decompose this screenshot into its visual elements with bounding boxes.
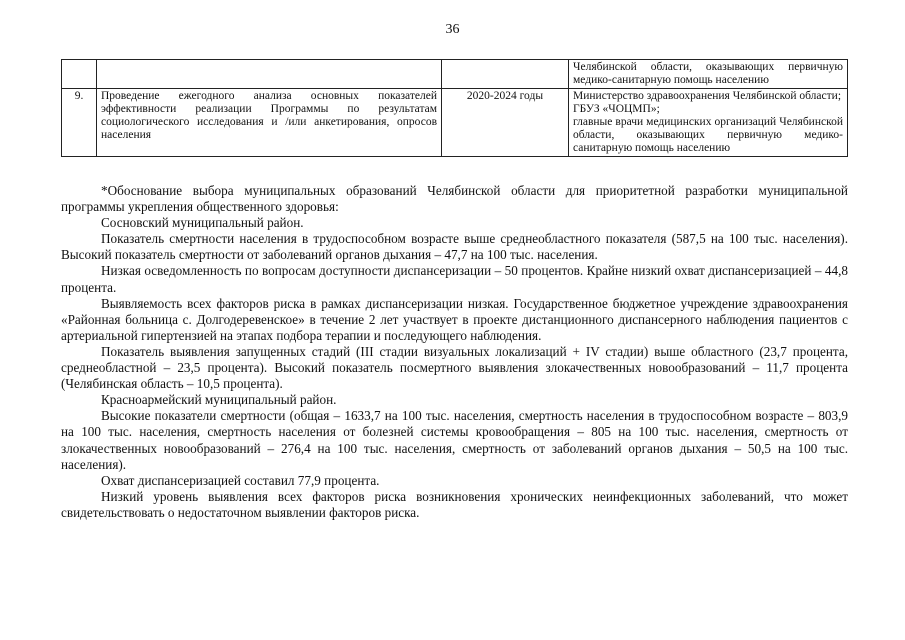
term-cell: 2020-2024 годы <box>442 89 569 157</box>
body-paragraph: Высокие показатели смертности (общая – 1633,7 на 100 тыс. населения, смертность населения в трудоспособном возрасте – 803,9 на 100 тыс. населения, смертность населения от болезней системы кровообращения – 805 на 100 тыс. населения, смертность от злокачественных новообразований – 276,4 на 100 тыс. населения, смертность от заболеваний органов дыхания – 50,5 на 100 тыс. населения). <box>61 408 848 472</box>
district-heading: Красноармейский муниципальный район. <box>101 392 337 408</box>
action-cell <box>97 60 442 89</box>
row-number-cell: 9. <box>62 89 97 157</box>
body-paragraph: Выявляемость всех факторов риска в рамках диспансеризации низкая. Государственное бюджетное учреждение здравоохранения «Районная больница с. Долгодеревенское» в течение 2 лет участвует в проекте дистанционного диспансерного наблюдения пациентов с артериальной гипертензией на этапах подбора терапии и последующего наблюдения. <box>61 295 848 343</box>
executors-cell <box>569 60 848 89</box>
executor-line: ГБУЗ «ЧОЦМП»; <box>573 103 660 115</box>
executor-line: Министерство здравоохранения Челябинской области; <box>573 90 842 102</box>
table-row <box>62 60 848 89</box>
table-row <box>62 89 848 157</box>
page-number: 36 <box>445 22 460 37</box>
action-cell: Проведение ежегодного анализа основных показателей эффективности реализации Программы по результатам социологического исследования и /или анкетирования, опросов населения <box>97 89 442 157</box>
body-paragraph: Показатель смертности населения в трудоспособном возрасте выше среднеобластного показателя (587,5 на 100 тыс. населения). Высокий показатель смертности от заболеваний органов дыхания – 47,7 на 100 тыс. населения. <box>61 231 848 263</box>
body-paragraph: Показатель выявления запущенных стадий (III стадии визуальных локализаций + IV стадии) выше областного (23,7 процента, среднеобластной – 23,5 процента). Высокий показатель посмертного выявления злокачественных новообразований – 11,7 процента (Челябинская область – 10,5 процента). <box>61 343 848 392</box>
row-number-cell <box>62 60 97 89</box>
body-paragraph: Низкий уровень выявления всех факторов риска возникновения хронических неинфекционных заболеваний, что может свидетельствовать о недостаточном выявлении факторов риска. <box>61 488 848 520</box>
executor-line: главные врачи медицинских организаций Челябинской области, оказывающих первичную медико-санитарную помощь населению <box>573 116 843 154</box>
term-cell <box>442 60 569 89</box>
district-heading: Сосновский муниципальный район. <box>101 215 304 231</box>
body-text <box>61 183 848 521</box>
measures-table <box>61 59 848 157</box>
body-paragraph: Низкая осведомленность по вопросам доступности диспансеризации – 50 процентов. Крайне низкий охват диспансеризацией – 44,8 процента. <box>61 263 848 295</box>
executors-cell <box>569 89 848 157</box>
body-paragraph: Охват диспансеризацией составил 77,9 процента. <box>101 472 380 488</box>
executor-line: Челябинской области, оказывающих первичную медико-санитарную помощь населению <box>573 61 843 86</box>
footnote-paragraph: *Обоснование выбора муниципальных образований Челябинской области для приоритетной разработки муниципальной программы укрепления общественного здоровья: <box>61 183 848 215</box>
